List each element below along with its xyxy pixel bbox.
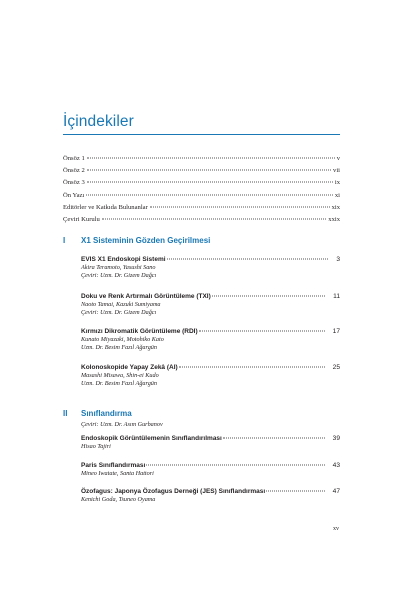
dot-leader: [87, 158, 335, 159]
chapter-entry[interactable]: [81, 435, 340, 451]
chapter-entry[interactable]: [81, 462, 340, 478]
entry-label: Çeviri Kurulu: [63, 215, 100, 223]
front-matter-entry[interactable]: [63, 167, 340, 179]
dot-leader: [87, 170, 331, 171]
chapter-title: Özofagus: Japonya Özofagus Derneği (JES) Sınıflandırması: [81, 488, 266, 495]
part-heading: [63, 409, 132, 418]
part-heading: [63, 236, 210, 245]
entry-label: Önsöz 1: [63, 155, 85, 162]
part-title: Sınıflandırma: [81, 409, 132, 418]
chapter-authors: Kenichi Goda, Tsuneo Oyama: [81, 495, 156, 503]
front-matter-entry[interactable]: [63, 155, 340, 167]
chapter-entry[interactable]: [81, 488, 340, 504]
front-matter-list: [63, 155, 340, 228]
entry-label: Editörler ve Katkıda Bulunanlar: [63, 203, 148, 211]
entry-page: ix: [334, 179, 340, 187]
chapter-page: 47: [332, 488, 340, 495]
dot-leader: [223, 438, 325, 439]
entry-label: Önsöz 3: [63, 179, 85, 187]
chapter-translator: Çeviri: Uzm. Dr. Gizem Dağcı: [81, 272, 157, 280]
dot-leader: [199, 331, 325, 332]
entry-page: vii: [333, 167, 340, 175]
chapter-title: Kolonoskopide Yapay Zekâ (AI): [81, 364, 178, 371]
chapter-title: Endoskopik Görüntülemenin Sınıflandırılması: [81, 435, 222, 442]
chapter-authors: Hisao Tajiri: [81, 442, 111, 450]
dot-leader: [102, 218, 326, 219]
chapter-title: Doku ve Renk Artırmalı Görüntüleme (TXI): [81, 293, 211, 300]
chapter-authors: Mineo Iwatate, Santa Hattori: [81, 469, 154, 477]
chapter-page: 17: [332, 328, 340, 335]
entry-page: xi: [334, 191, 340, 199]
front-matter-entry[interactable]: [63, 204, 340, 216]
chapter-translator: Uzm. Dr. Besim Fazıl Ağargün: [81, 380, 157, 388]
part-number: I: [63, 236, 66, 245]
chapter-authors: Masashi Misawa, Shin-ei Kudo: [81, 371, 159, 379]
dot-leader: [87, 182, 333, 183]
part-title: X1 Sisteminin Gözden Geçirilmesi: [81, 236, 211, 245]
chapter-entry[interactable]: [81, 293, 340, 318]
chapter-authors: Akira Teramoto, Yasushi Sano: [81, 263, 156, 271]
chapter-page: 43: [332, 462, 340, 469]
dot-leader: [86, 194, 333, 195]
dot-leader: [266, 491, 324, 492]
dot-leader: [167, 259, 329, 260]
dot-leader: [146, 465, 324, 466]
entry-page: v: [336, 155, 340, 162]
dot-leader: [179, 367, 325, 368]
entry-page: xxix: [328, 215, 340, 223]
chapter-page: 25: [332, 364, 340, 371]
chapter-entry[interactable]: [81, 364, 340, 389]
page-title: İçindekiler: [63, 113, 134, 130]
title-rule: [63, 134, 340, 135]
entry-label: Ön Yazı: [63, 191, 85, 199]
chapter-translator: Çeviri: Uzm. Dr. Gizem Dağcı: [81, 309, 157, 317]
chapter-entry[interactable]: [81, 256, 340, 281]
part-number: II: [63, 409, 68, 418]
chapter-page: 39: [332, 435, 340, 442]
chapter-page: 11: [333, 293, 340, 300]
entry-page: xix: [331, 203, 340, 211]
chapter-authors: Kunato Miyazaki, Motohiko Kato: [81, 335, 164, 343]
chapter-entry[interactable]: [81, 328, 340, 353]
chapter-authors: Naoto Tamai, Kazuki Sumiyama: [81, 300, 161, 308]
page-number: xv: [333, 526, 339, 532]
dot-leader: [150, 206, 330, 207]
chapter-title: Kırmızı Dikromatik Görüntüleme (RDI): [81, 328, 198, 335]
chapter-page: 3: [336, 256, 340, 263]
front-matter-entry[interactable]: [63, 216, 340, 228]
chapter-title: EVIS X1 Endoskopi Sistemi: [81, 256, 166, 263]
chapter-title: Paris Sınıflandırması: [81, 462, 146, 469]
entry-label: Önsöz 2: [63, 167, 85, 175]
chapter-translator: Uzm. Dr. Besim Fazıl Ağargün: [81, 344, 157, 352]
dot-leader: [212, 296, 325, 297]
part-translator: Çeviri: Uzm. Dr. Asım Gurbanov: [81, 421, 163, 428]
front-matter-entry[interactable]: [63, 192, 340, 204]
front-matter-entry[interactable]: [63, 179, 340, 191]
